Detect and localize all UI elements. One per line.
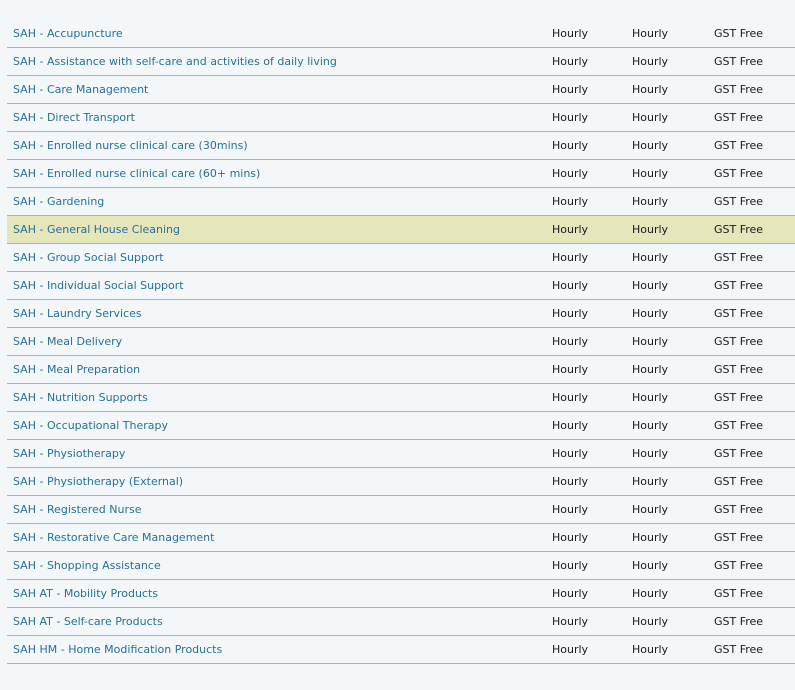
unit-cell: Hourly [552,132,632,160]
period-cell: Hourly [632,272,714,300]
service-name-link[interactable]: SAH - Physiotherapy [7,440,552,468]
table-row[interactable] [7,356,795,384]
service-name-link[interactable]: SAH - Meal Preparation [7,356,552,384]
period-cell: Hourly [632,216,714,244]
tax-status-cell: GST Free [714,132,795,160]
period-cell: Hourly [632,20,714,48]
table-row[interactable] [7,468,795,496]
services-table-container [7,20,795,664]
tax-status-cell: GST Free [714,440,795,468]
table-row[interactable] [7,132,795,160]
table-row[interactable] [7,160,795,188]
unit-cell: Hourly [552,104,632,132]
tax-status-cell: GST Free [714,356,795,384]
tax-status-cell: GST Free [714,552,795,580]
service-name-link[interactable]: SAH - Gardening [7,188,552,216]
period-cell: Hourly [632,384,714,412]
unit-cell: Hourly [552,608,632,636]
unit-cell: Hourly [552,328,632,356]
service-name-link[interactable]: SAH - Registered Nurse [7,496,552,524]
table-row[interactable] [7,328,795,356]
unit-cell: Hourly [552,356,632,384]
table-row[interactable] [7,440,795,468]
table-row[interactable] [7,104,795,132]
period-cell: Hourly [632,244,714,272]
table-row[interactable] [7,48,795,76]
tax-status-cell: GST Free [714,580,795,608]
period-cell: Hourly [632,104,714,132]
unit-cell: Hourly [552,272,632,300]
period-cell: Hourly [632,412,714,440]
tax-status-cell: GST Free [714,48,795,76]
tax-status-cell: GST Free [714,468,795,496]
tax-status-cell: GST Free [714,272,795,300]
service-name-link[interactable]: SAH - Laundry Services [7,300,552,328]
period-cell: Hourly [632,468,714,496]
unit-cell: Hourly [552,412,632,440]
service-name-link[interactable]: SAH - Enrolled nurse clinical care (60+ mins) [7,160,552,188]
table-row[interactable] [7,244,795,272]
tax-status-cell: GST Free [714,524,795,552]
service-name-link[interactable]: SAH - Physiotherapy (External) [7,468,552,496]
tax-status-cell: GST Free [714,412,795,440]
tax-status-cell: GST Free [714,496,795,524]
service-name-link[interactable]: SAH - Restorative Care Management [7,524,552,552]
unit-cell: Hourly [552,468,632,496]
unit-cell: Hourly [552,300,632,328]
period-cell: Hourly [632,440,714,468]
unit-cell: Hourly [552,552,632,580]
service-name-link[interactable]: SAH HM - Home Modification Products [7,636,552,664]
unit-cell: Hourly [552,188,632,216]
table-row[interactable] [7,524,795,552]
tax-status-cell: GST Free [714,608,795,636]
period-cell: Hourly [632,356,714,384]
service-name-link[interactable]: SAH - General House Cleaning [7,216,552,244]
unit-cell: Hourly [552,496,632,524]
service-name-link[interactable]: SAH AT - Self-care Products [7,608,552,636]
tax-status-cell: GST Free [714,76,795,104]
period-cell: Hourly [632,300,714,328]
period-cell: Hourly [632,328,714,356]
service-name-link[interactable]: SAH - Occupational Therapy [7,412,552,440]
table-row[interactable] [7,636,795,664]
service-name-link[interactable]: SAH - Accupuncture [7,20,552,48]
service-name-link[interactable]: SAH AT - Mobility Products [7,580,552,608]
tax-status-cell: GST Free [714,20,795,48]
unit-cell: Hourly [552,440,632,468]
period-cell: Hourly [632,132,714,160]
unit-cell: Hourly [552,160,632,188]
table-row[interactable] [7,412,795,440]
unit-cell: Hourly [552,524,632,552]
tax-status-cell: GST Free [714,104,795,132]
period-cell: Hourly [632,76,714,104]
service-name-link[interactable]: SAH - Shopping Assistance [7,552,552,580]
tax-status-cell: GST Free [714,216,795,244]
table-row[interactable] [7,300,795,328]
services-table [7,20,795,664]
service-name-link[interactable]: SAH - Nutrition Supports [7,384,552,412]
tax-status-cell: GST Free [714,244,795,272]
table-row[interactable] [7,496,795,524]
table-row[interactable] [7,76,795,104]
tax-status-cell: GST Free [714,328,795,356]
table-row[interactable] [7,384,795,412]
tax-status-cell: GST Free [714,636,795,664]
unit-cell: Hourly [552,384,632,412]
tax-status-cell: GST Free [714,188,795,216]
tax-status-cell: GST Free [714,300,795,328]
table-row[interactable] [7,580,795,608]
table-row[interactable] [7,216,795,244]
period-cell: Hourly [632,552,714,580]
service-name-link[interactable]: SAH - Individual Social Support [7,272,552,300]
table-row[interactable] [7,20,795,48]
period-cell: Hourly [632,524,714,552]
unit-cell: Hourly [552,636,632,664]
service-name-link[interactable]: SAH - Care Management [7,76,552,104]
table-row[interactable] [7,272,795,300]
table-row[interactable] [7,552,795,580]
period-cell: Hourly [632,160,714,188]
unit-cell: Hourly [552,48,632,76]
period-cell: Hourly [632,580,714,608]
service-name-link[interactable]: SAH - Meal Delivery [7,328,552,356]
period-cell: Hourly [632,608,714,636]
table-row[interactable] [7,608,795,636]
service-name-link[interactable]: SAH - Direct Transport [7,104,552,132]
tax-status-cell: GST Free [714,384,795,412]
period-cell: Hourly [632,496,714,524]
unit-cell: Hourly [552,216,632,244]
period-cell: Hourly [632,188,714,216]
unit-cell: Hourly [552,244,632,272]
period-cell: Hourly [632,48,714,76]
period-cell: Hourly [632,636,714,664]
table-row[interactable] [7,188,795,216]
service-name-link[interactable]: SAH - Enrolled nurse clinical care (30mins) [7,132,552,160]
unit-cell: Hourly [552,580,632,608]
service-name-link[interactable]: SAH - Group Social Support [7,244,552,272]
tax-status-cell: GST Free [714,160,795,188]
service-name-link[interactable]: SAH - Assistance with self-care and activities of daily living [7,48,552,76]
services-table-body [7,20,795,664]
unit-cell: Hourly [552,76,632,104]
unit-cell: Hourly [552,20,632,48]
